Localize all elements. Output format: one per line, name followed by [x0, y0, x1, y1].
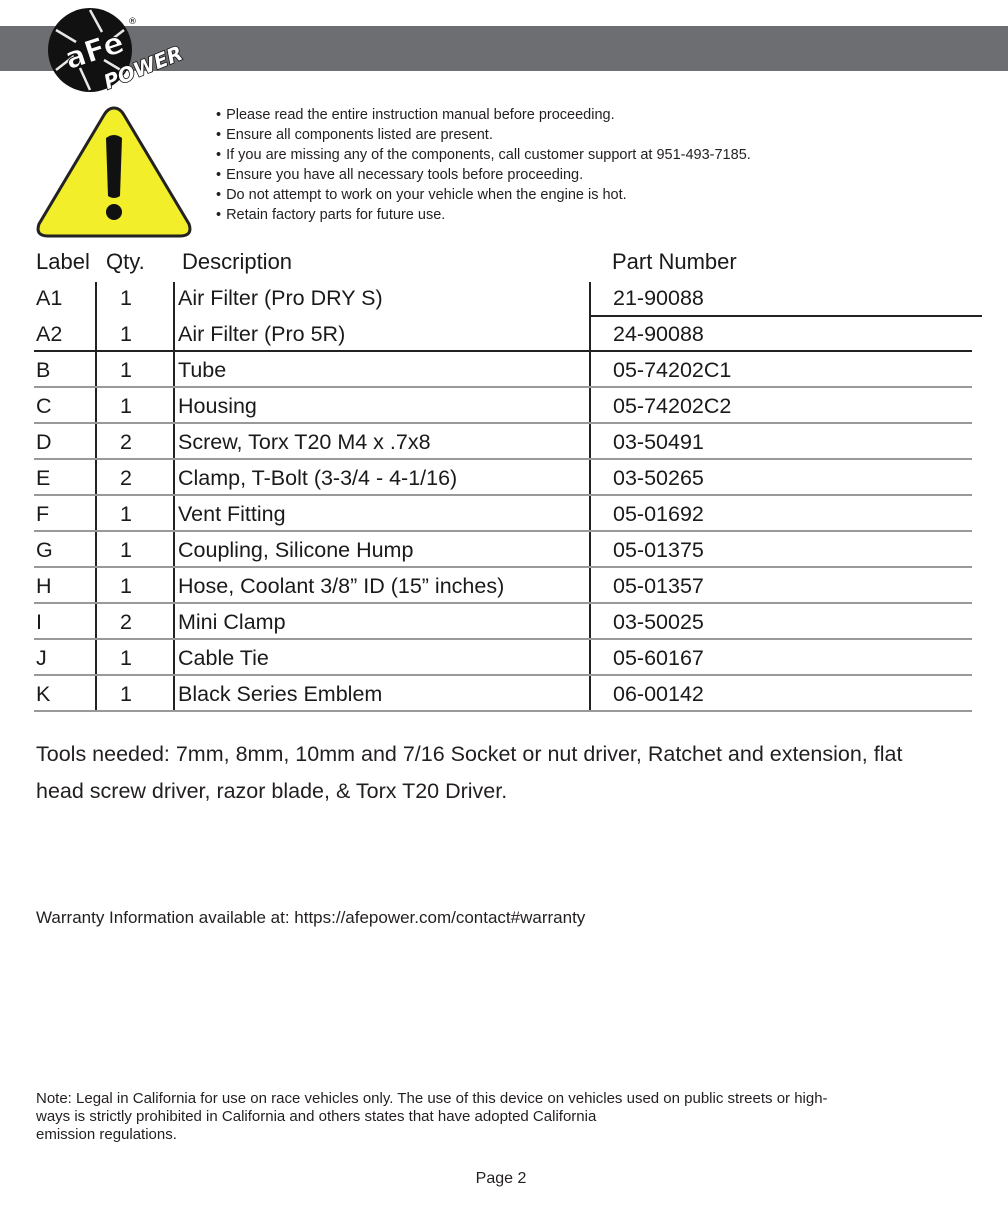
row-qty: 1 — [120, 682, 132, 706]
row-description: Hose, Coolant 3/8” ID (15” inches) — [178, 574, 505, 598]
row-part-number: 05-01692 — [613, 502, 704, 526]
warning-icon — [34, 104, 194, 240]
row-part-number: 05-01357 — [613, 574, 704, 598]
legal-note-line: ways is strictly prohibited in California and others states that have adopted California — [36, 1108, 597, 1125]
row-label: A1 — [36, 286, 63, 310]
tools-needed-text: Tools needed: 7mm, 8mm, 10mm and 7/16 Socket or nut driver, Ratchet and extension, flat head screw driver, razor blade, & Torx T20 Driver. — [36, 742, 903, 803]
row-label: B — [36, 358, 51, 382]
row-qty: 1 — [120, 286, 132, 310]
row-part-number: 03-50025 — [613, 610, 704, 634]
table-row — [0, 280, 1008, 316]
row-qty: 2 — [120, 466, 132, 490]
row-part-number: 06-00142 — [613, 682, 704, 706]
logo-main-text: aFe — [60, 25, 129, 78]
safety-notes-list — [216, 105, 751, 225]
safety-note: • Ensure all components listed are present. — [216, 125, 751, 145]
row-description: Vent Fitting — [178, 502, 286, 526]
row-label: I — [36, 610, 42, 634]
row-label: H — [36, 574, 52, 598]
table-row — [0, 352, 1008, 388]
row-qty: 1 — [120, 502, 132, 526]
header-part-number: Part Number — [612, 249, 737, 274]
row-part-number: 05-74202C2 — [613, 394, 732, 418]
table-row — [0, 496, 1008, 532]
row-part-number: 03-50265 — [613, 466, 704, 490]
table-row — [0, 568, 1008, 604]
safety-note: • Do not attempt to work on your vehicle when the engine is hot. — [216, 185, 751, 205]
row-part-number: 05-01375 — [613, 538, 704, 562]
row-description: Black Series Emblem — [178, 682, 383, 706]
row-label: G — [36, 538, 53, 562]
safety-note: • If you are missing any of the components, call customer support at 951-493-7185. — [216, 145, 751, 165]
safety-note: • Please read the entire instruction manual before proceeding. — [216, 105, 751, 125]
logo-sub-text: POWER — [100, 40, 186, 95]
row-label: A2 — [36, 322, 63, 346]
row-qty: 1 — [120, 358, 132, 382]
legal-note — [36, 1090, 936, 1144]
legal-note-line: Note: Legal in California for use on race vehicles only. The use of this device on vehicles used on public streets or high- — [36, 1090, 828, 1107]
row-part-number: 05-60167 — [613, 646, 704, 670]
warranty-info-text: Warranty Information available at: https://afepower.com/contact#warranty — [36, 908, 586, 927]
row-description: Screw, Torx T20 M4 x .7x8 — [178, 430, 431, 454]
parts-table — [0, 280, 1008, 712]
row-label: F — [36, 502, 50, 526]
table-row — [0, 460, 1008, 496]
row-qty: 1 — [120, 538, 132, 562]
header-description: Description — [182, 249, 293, 274]
row-description: Cable Tie — [178, 646, 269, 670]
row-qty: 1 — [120, 394, 132, 418]
row-label: E — [36, 466, 51, 490]
row-description: Air Filter (Pro 5R) — [178, 322, 346, 346]
row-description: Mini Clamp — [178, 610, 286, 634]
table-row — [0, 388, 1008, 424]
header-qty: Qty. — [106, 249, 145, 274]
row-description: Housing — [178, 394, 257, 418]
row-description: Air Filter (Pro DRY S) — [178, 286, 383, 310]
safety-note: • Ensure you have all necessary tools before proceeding. — [216, 165, 751, 185]
row-description: Coupling, Silicone Hump — [178, 538, 414, 562]
table-row — [0, 316, 1008, 352]
registered-mark: ® — [128, 17, 137, 27]
table-row — [0, 604, 1008, 640]
row-part-number: 21-90088 — [613, 286, 704, 310]
row-part-number: 05-74202C1 — [613, 358, 732, 382]
safety-note: • Retain factory parts for future use. — [216, 205, 751, 225]
row-qty: 1 — [120, 322, 132, 346]
row-description: Clamp, T-Bolt (3-3/4 - 4-1/16) — [178, 466, 458, 490]
row-qty: 1 — [120, 574, 132, 598]
parts-table-header — [0, 249, 1008, 279]
row-part-number: 03-50491 — [613, 430, 704, 454]
page-number: Page 2 — [475, 1170, 527, 1187]
legal-note-line: emission regulations. — [36, 1126, 177, 1143]
header-label: Label — [36, 249, 90, 274]
row-label: K — [36, 682, 51, 706]
row-description: Tube — [178, 358, 227, 382]
row-qty: 1 — [120, 646, 132, 670]
row-qty: 2 — [120, 430, 132, 454]
row-qty: 2 — [120, 610, 132, 634]
row-label: J — [36, 646, 47, 670]
row-label: C — [36, 394, 52, 418]
afe-power-logo — [44, 2, 194, 98]
table-row — [0, 640, 1008, 676]
table-row — [0, 424, 1008, 460]
row-part-number: 24-90088 — [613, 322, 704, 346]
table-row — [0, 532, 1008, 568]
table-row — [0, 676, 1008, 712]
row-label: D — [36, 430, 52, 454]
